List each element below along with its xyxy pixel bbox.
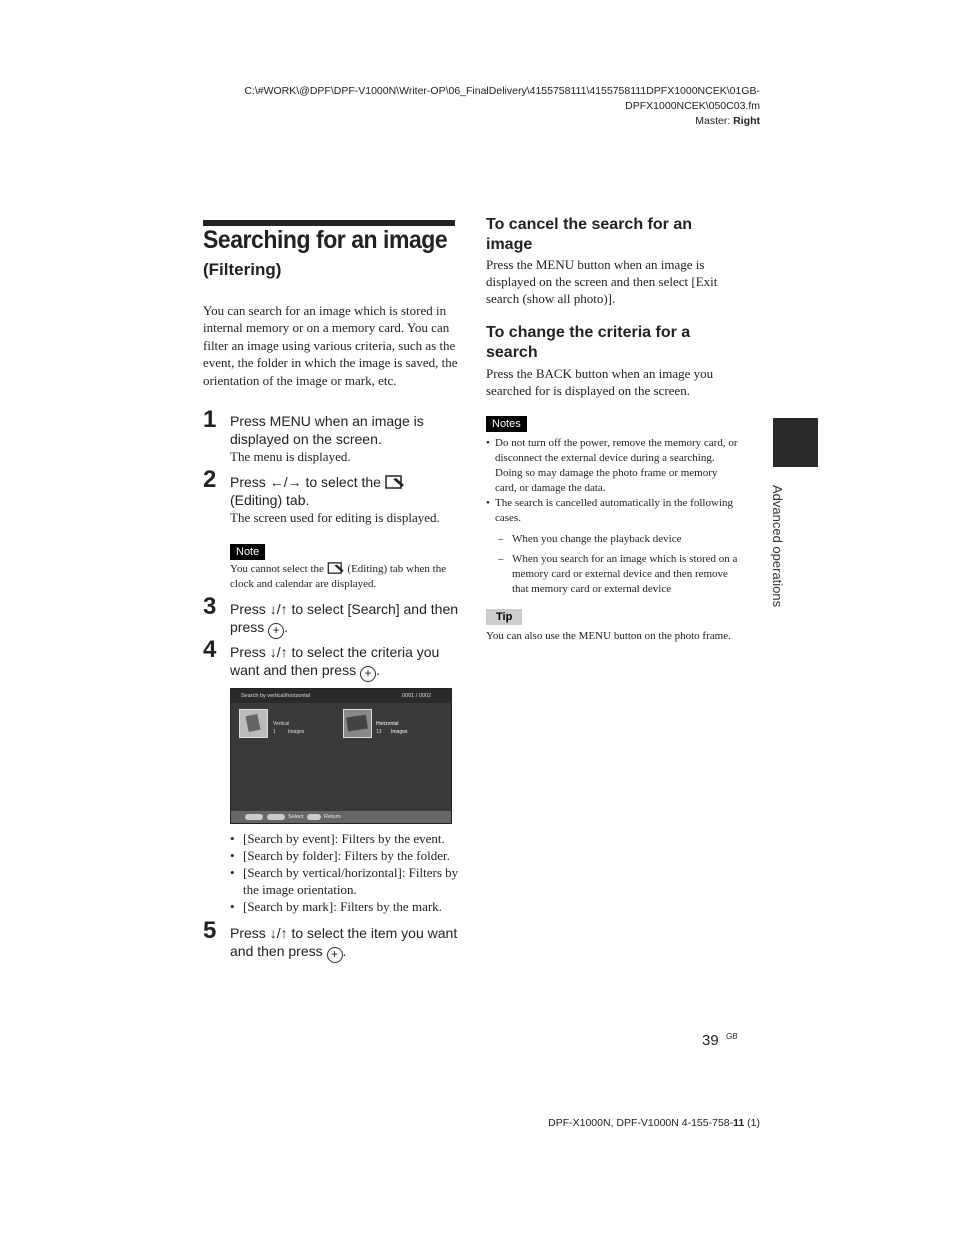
- section-side-label: Advanced operations: [770, 485, 785, 608]
- cancel-search-heading: To cancel the search for an image: [486, 216, 692, 253]
- step-5-number: 5: [203, 917, 217, 944]
- list-item: – When you change the playback device: [486, 532, 738, 547]
- list-item: • [Search by event]: Filters by the event.: [230, 830, 462, 847]
- screen-title-bar: [231, 689, 451, 703]
- notes-label: Notes: [486, 414, 527, 432]
- navigation-keys-icon: [245, 814, 263, 820]
- down-up-arrows-icon: ↓/↑: [269, 644, 288, 660]
- screen-select-label: Select: [288, 814, 304, 820]
- list-item: • Do not turn off the power, remove the memory card, or disconnect the external device during a searching. Doing so may damage the photo frame or memory card, or damage the data.: [486, 436, 738, 496]
- vertical-count: 1: [273, 729, 276, 735]
- note-text: You cannot select the (Editing) tab when the clock and calendar are displayed.: [230, 563, 447, 590]
- tip-text: You can also use the MENU button on the photo frame.: [486, 630, 731, 642]
- horizontal-count: 13: [376, 729, 382, 735]
- list-item: • The search is cancelled automatically in the following cases.: [486, 496, 738, 526]
- enter-button-icon: +: [327, 947, 343, 963]
- list-item: • [Search by mark]: Filters by the mark.: [230, 898, 462, 915]
- path-line-2: DPFX1000NCEK\050C03.fm: [625, 100, 760, 112]
- screen-illustration: [230, 688, 452, 824]
- step-1-sub: The menu is displayed.: [230, 449, 351, 464]
- screen-counter: 0001 / 0002: [402, 693, 432, 699]
- path-line-1: C:\#WORK\@DPF\DPF-V1000N\Writer-OP\06_FinalDelivery\4155758111\4155758111DPFX1000NCEK\01GB-: [244, 85, 760, 97]
- step-1-number: 1: [203, 406, 217, 433]
- enter-button-icon: +: [360, 666, 376, 682]
- cancel-search-text: Press the MENU button when an image is displayed on the screen and then select [Exit search (show all photo)].: [486, 257, 718, 306]
- note-label: Note: [230, 542, 265, 560]
- step-4-text: Press ↓/↑ to select the criteria you want and then press + .: [230, 644, 440, 680]
- notes-sub-list: [486, 532, 738, 597]
- enter-button-icon: +: [268, 623, 284, 639]
- notes-list: [486, 436, 738, 526]
- screen-bottom-bar: [231, 811, 451, 823]
- step-3-text: Press ↓/↑ to select [Search] and then press + .: [230, 601, 459, 637]
- step-3-number: 3: [203, 593, 217, 620]
- back-key-icon: [307, 814, 321, 820]
- page-subtitle: (Filtering): [203, 260, 282, 279]
- page-number: 39: [702, 1032, 719, 1049]
- step-1-text: Press MENU when an image is displayed on the screen.: [230, 413, 424, 447]
- screen-return-label: Return: [324, 814, 341, 820]
- step-2-sub: The screen used for editing is displayed.: [230, 510, 440, 525]
- down-up-arrows-icon: ↓/↑: [269, 601, 288, 617]
- step-2-text: Press ←/→ to select the (Editing) tab.: [230, 474, 460, 509]
- screen-title: Search by vertical/horizontal: [241, 693, 311, 699]
- vertical-unit: Images: [288, 729, 305, 735]
- step-5-text: Press ↓/↑ to select the item you want and then press + .: [230, 925, 458, 961]
- intro-paragraph: You can search for an image which is stored in internal memory or on a memory card. You can filter an image using various criteria, such as the event, the folder in which the image is saved, the orientation of the image or mark, etc.: [203, 303, 458, 388]
- master-line: Master: Right: [695, 115, 760, 127]
- step-2-number: 2: [203, 466, 217, 493]
- horizontal-label: Horizontal: [376, 721, 399, 727]
- list-item: • [Search by folder]: Filters by the folder.: [230, 847, 462, 864]
- left-right-arrows-icon: ←/→: [269, 474, 302, 490]
- tip-label: Tip: [486, 607, 522, 625]
- list-item: – When you search for an image which is stored on a memory card or external device and then remove that memory card or external device: [486, 552, 738, 597]
- section-tab-marker: [773, 418, 818, 467]
- step-4-number: 4: [203, 636, 217, 663]
- change-criteria-text: Press the BACK button when an image you searched for is displayed on the screen.: [486, 366, 714, 398]
- down-up-arrows-icon: ↓/↑: [269, 925, 288, 941]
- page-title: Searching for an image: [203, 226, 448, 254]
- horizontal-thumbnail-icon: [343, 709, 372, 738]
- list-item: • [Search by vertical/horizontal]: Filters by the image orientation.: [230, 864, 462, 898]
- file-path-header: [244, 84, 760, 129]
- horizontal-unit: Images: [391, 729, 408, 735]
- vertical-thumbnail-icon: [239, 709, 268, 738]
- page-suffix: GB: [726, 1032, 738, 1041]
- change-criteria-heading: To change the criteria for a search: [486, 324, 691, 361]
- editing-tab-icon: [385, 475, 405, 489]
- vertical-label: Vertical: [273, 721, 290, 727]
- footer-model: DPF-X1000N, DPF-V1000N 4-155-758-11 (1): [548, 1117, 760, 1129]
- master-value: Right: [733, 115, 760, 127]
- editing-tab-icon: [327, 562, 345, 574]
- enter-key-icon: [267, 814, 285, 820]
- criteria-list: [230, 830, 462, 915]
